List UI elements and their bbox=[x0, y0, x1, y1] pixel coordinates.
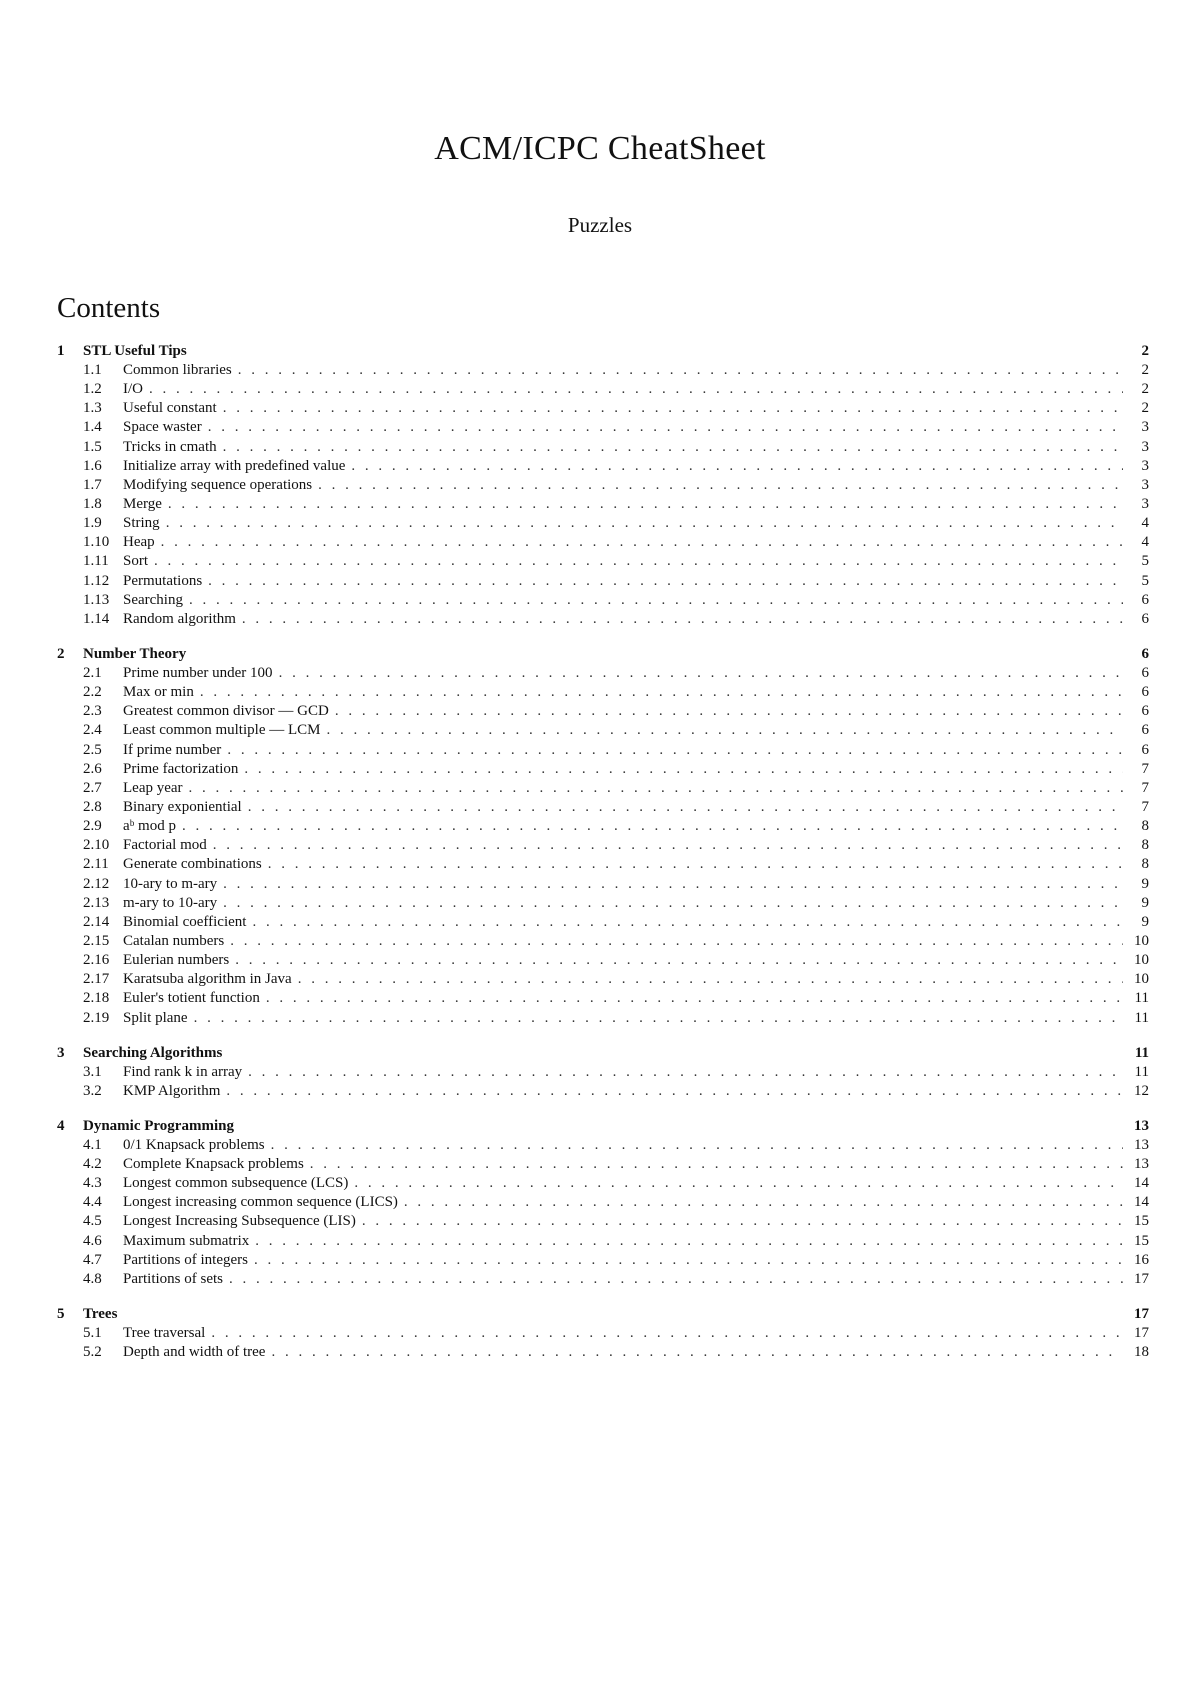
section-title: Searching Algorithms bbox=[83, 1044, 223, 1061]
toc-subsection-entry[interactable] bbox=[57, 1270, 1149, 1289]
dot-leader bbox=[227, 741, 1123, 760]
toc-subsection-entry[interactable] bbox=[57, 1251, 1149, 1270]
subsection-page-number: 2 bbox=[1141, 400, 1149, 417]
subsection-title: Merge bbox=[123, 495, 162, 512]
subsection-number: 2.12 bbox=[83, 875, 110, 892]
section-page-number: 17 bbox=[1134, 1306, 1149, 1323]
subsection-page-number: 6 bbox=[1141, 741, 1149, 758]
subsection-number: 2.17 bbox=[83, 971, 110, 988]
dot-leader bbox=[310, 1155, 1123, 1174]
dot-leader bbox=[298, 970, 1123, 989]
subsection-page-number: 10 bbox=[1134, 952, 1149, 969]
dot-leader bbox=[244, 760, 1123, 779]
subsection-page-number: 6 bbox=[1141, 703, 1149, 720]
toc-subsection-entry[interactable] bbox=[57, 664, 1149, 683]
subsection-number: 4.5 bbox=[83, 1213, 102, 1230]
subsection-title: Searching bbox=[123, 591, 183, 608]
subsection-number: 4.8 bbox=[83, 1270, 102, 1287]
subsection-number: 4.2 bbox=[83, 1156, 102, 1173]
subsection-title: m-ary to 10-ary bbox=[123, 894, 218, 911]
subsection-title: 10-ary to m-ary bbox=[123, 875, 218, 892]
dot-leader bbox=[223, 438, 1123, 457]
subsection-number: 4.3 bbox=[83, 1175, 102, 1192]
subsection-number: 2.1 bbox=[83, 664, 102, 681]
dot-leader bbox=[200, 683, 1123, 702]
subsection-number: 4.6 bbox=[83, 1232, 102, 1249]
dot-leader bbox=[255, 1232, 1123, 1251]
section-page-number: 11 bbox=[1134, 1044, 1149, 1061]
subsection-page-number: 7 bbox=[1141, 779, 1149, 796]
subsection-number: 2.18 bbox=[83, 990, 110, 1007]
subsection-title: String bbox=[123, 515, 160, 532]
subsection-number: 2.6 bbox=[83, 760, 102, 777]
toc-subsection-entry[interactable] bbox=[57, 855, 1149, 874]
toc-subsection-entry[interactable] bbox=[57, 683, 1149, 702]
subsection-number: 2.5 bbox=[83, 741, 102, 758]
subsection-title: Leap year bbox=[123, 779, 183, 796]
subsection-page-number: 13 bbox=[1134, 1136, 1149, 1153]
subsection-number: 1.6 bbox=[83, 457, 102, 474]
toc-subsection-entry[interactable] bbox=[57, 1343, 1149, 1362]
subsection-number: 1.3 bbox=[83, 400, 102, 417]
subsection-page-number: 11 bbox=[1134, 990, 1149, 1007]
dot-leader bbox=[208, 572, 1123, 591]
toc-subsection-entry[interactable] bbox=[57, 1009, 1149, 1028]
subsection-page-number: 8 bbox=[1141, 837, 1149, 854]
subsection-title: Partitions of integers bbox=[123, 1251, 248, 1268]
subsection-title: Binary exponiential bbox=[123, 798, 242, 815]
subsection-page-number: 2 bbox=[1141, 381, 1149, 398]
toc-subsection-entry[interactable] bbox=[57, 989, 1149, 1008]
subsection-page-number: 6 bbox=[1141, 610, 1149, 627]
toc-subsection-entry[interactable] bbox=[57, 913, 1149, 932]
subsection-number: 2.15 bbox=[83, 932, 110, 949]
toc-section bbox=[57, 1044, 1149, 1101]
subsection-page-number: 3 bbox=[1141, 419, 1149, 436]
subsection-page-number: 7 bbox=[1141, 798, 1149, 815]
subsection-page-number: 3 bbox=[1141, 438, 1149, 455]
subsection-title: Permutations bbox=[123, 572, 203, 589]
dot-leader bbox=[229, 1270, 1123, 1289]
section-title: Trees bbox=[83, 1306, 118, 1323]
subsection-page-number: 13 bbox=[1134, 1156, 1149, 1173]
subsection-page-number: 8 bbox=[1141, 856, 1149, 873]
subsection-title: Sort bbox=[123, 553, 149, 570]
subsection-title: Euler's totient function bbox=[123, 990, 260, 1007]
subsection-title: Max or min bbox=[123, 684, 194, 701]
dot-leader bbox=[166, 514, 1123, 533]
subsection-page-number: 4 bbox=[1141, 515, 1149, 532]
subsection-number: 2.2 bbox=[83, 684, 102, 701]
subsection-title: Common libraries bbox=[123, 362, 232, 378]
subsection-number: 1.1 bbox=[83, 362, 102, 378]
subsection-title: Factorial mod bbox=[123, 837, 207, 854]
dot-leader bbox=[242, 610, 1123, 629]
dot-leader bbox=[248, 798, 1123, 817]
section-number: 1 bbox=[57, 343, 65, 359]
subsection-number: 2.4 bbox=[83, 722, 102, 739]
dot-leader bbox=[318, 476, 1123, 495]
toc-subsection-entry[interactable] bbox=[57, 572, 1149, 591]
subsection-number: 5.2 bbox=[83, 1344, 102, 1361]
dot-leader bbox=[223, 399, 1123, 418]
subsection-page-number: 5 bbox=[1141, 553, 1149, 570]
subsection-page-number: 9 bbox=[1141, 875, 1149, 892]
subsection-page-number: 6 bbox=[1141, 664, 1149, 681]
document-author: Puzzles bbox=[567, 213, 633, 237]
subsection-number: 5.1 bbox=[83, 1325, 102, 1342]
toc-subsection-entry[interactable] bbox=[57, 533, 1149, 552]
dot-leader bbox=[252, 913, 1123, 932]
toc-subsection-entry[interactable] bbox=[57, 552, 1149, 571]
toc-subsection-entry[interactable] bbox=[57, 418, 1149, 437]
subsection-number: 1.14 bbox=[83, 610, 110, 627]
dot-leader bbox=[354, 1174, 1123, 1193]
dot-leader bbox=[213, 836, 1123, 855]
subsection-page-number: 9 bbox=[1141, 894, 1149, 911]
subsection-title: Tree traversal bbox=[123, 1325, 206, 1342]
subsection-title: KMP Algorithm bbox=[123, 1082, 221, 1099]
subsection-page-number: 17 bbox=[1134, 1325, 1149, 1342]
section-page-number: 2 bbox=[1141, 343, 1149, 359]
subsection-page-number: 15 bbox=[1134, 1213, 1149, 1230]
toc-subsection-entry[interactable] bbox=[57, 1232, 1149, 1251]
toc-section-entry[interactable] bbox=[57, 1117, 1149, 1136]
dot-leader bbox=[168, 495, 1123, 514]
dot-leader bbox=[248, 1063, 1123, 1082]
dot-leader bbox=[362, 1212, 1123, 1231]
toc-subsection-entry[interactable] bbox=[57, 760, 1149, 779]
subsection-number: 2.13 bbox=[83, 894, 110, 911]
subsection-number: 1.12 bbox=[83, 572, 110, 589]
subsection-page-number: 4 bbox=[1141, 534, 1149, 551]
contents-heading: Contents bbox=[57, 292, 161, 324]
subsection-number: 2.9 bbox=[83, 818, 102, 835]
dot-leader bbox=[211, 1324, 1123, 1343]
dot-leader bbox=[404, 1193, 1123, 1212]
toc-subsection-entry[interactable] bbox=[57, 457, 1149, 476]
subsection-title: Binomial coefficient bbox=[123, 913, 247, 930]
subsection-number: 1.10 bbox=[83, 534, 110, 551]
toc-subsection-entry[interactable] bbox=[57, 438, 1149, 457]
subsection-page-number: 3 bbox=[1141, 476, 1149, 493]
dot-leader bbox=[189, 591, 1123, 610]
subsection-number: 1.8 bbox=[83, 495, 102, 512]
subsection-title: Useful constant bbox=[123, 400, 217, 417]
toc-subsection-entry[interactable] bbox=[57, 610, 1149, 629]
dot-leader bbox=[326, 721, 1123, 740]
subsection-title: Eulerian numbers bbox=[123, 952, 230, 969]
subsection-number: 3.2 bbox=[83, 1082, 102, 1099]
subsection-number: 4.1 bbox=[83, 1136, 102, 1153]
subsection-title: If prime number bbox=[123, 741, 222, 758]
dot-leader bbox=[230, 932, 1123, 951]
toc-section bbox=[57, 1305, 1149, 1362]
toc-subsection-entry[interactable] bbox=[57, 817, 1149, 836]
subsection-title: Split plane bbox=[123, 1009, 188, 1026]
subsection-number: 2.16 bbox=[83, 952, 110, 969]
dot-leader bbox=[271, 1343, 1123, 1362]
dot-leader bbox=[235, 951, 1123, 970]
section-title: Dynamic Programming bbox=[83, 1117, 234, 1134]
subsection-number: 1.7 bbox=[83, 476, 102, 493]
table-of-contents bbox=[57, 342, 1149, 1378]
subsection-page-number: 3 bbox=[1141, 495, 1149, 512]
section-title: Number Theory bbox=[83, 645, 187, 662]
subsection-number: 4.7 bbox=[83, 1251, 102, 1268]
subsection-title: Longest increasing common sequence (LICS) bbox=[123, 1194, 398, 1211]
subsection-number: 2.7 bbox=[83, 779, 102, 796]
subsection-number: 2.3 bbox=[83, 703, 102, 720]
toc-subsection-entry[interactable] bbox=[57, 836, 1149, 855]
dot-leader bbox=[226, 1082, 1123, 1101]
subsection-title: Depth and width of tree bbox=[123, 1344, 266, 1361]
toc-section-entry[interactable] bbox=[57, 645, 1149, 664]
subsection-page-number: 6 bbox=[1141, 722, 1149, 739]
subsection-page-number: 17 bbox=[1134, 1270, 1149, 1287]
dot-leader bbox=[279, 664, 1123, 683]
subsection-title: Partitions of sets bbox=[123, 1270, 223, 1287]
toc-section bbox=[57, 645, 1149, 1028]
subsection-title: Karatsuba algorithm in Java bbox=[123, 971, 292, 988]
subsection-title: Initialize array with predefined value bbox=[123, 457, 346, 474]
subsection-page-number: 2 bbox=[1141, 362, 1149, 378]
subsection-title: Greatest common divisor — GCD bbox=[123, 703, 329, 720]
toc-section-entry[interactable] bbox=[57, 1305, 1149, 1324]
dot-leader bbox=[223, 894, 1123, 913]
section-number: 5 bbox=[57, 1306, 65, 1323]
dot-leader bbox=[268, 855, 1123, 874]
toc-subsection-entry[interactable] bbox=[57, 932, 1149, 951]
dot-leader bbox=[182, 817, 1123, 836]
dot-leader bbox=[238, 361, 1123, 380]
subsection-page-number: 8 bbox=[1141, 818, 1149, 835]
subsection-title: Space waster bbox=[123, 419, 202, 436]
subsection-title: Longest Increasing Subsequence (LIS) bbox=[123, 1213, 356, 1230]
subsection-page-number: 7 bbox=[1141, 760, 1149, 777]
subsection-page-number: 3 bbox=[1141, 457, 1149, 474]
subsection-page-number: 11 bbox=[1134, 1063, 1149, 1080]
subsection-title: Find rank k in array bbox=[123, 1063, 243, 1080]
toc-subsection-entry[interactable] bbox=[57, 798, 1149, 817]
section-number: 4 bbox=[57, 1117, 65, 1134]
subsection-number: 1.11 bbox=[83, 553, 109, 570]
subsection-page-number: 14 bbox=[1134, 1194, 1149, 1211]
subsection-page-number: 9 bbox=[1141, 913, 1149, 930]
toc-subsection-entry[interactable] bbox=[57, 380, 1149, 399]
subsection-title: I/O bbox=[123, 381, 143, 398]
dot-leader bbox=[149, 380, 1123, 399]
subsection-title: Heap bbox=[123, 534, 155, 551]
toc-subsection-entry[interactable] bbox=[57, 476, 1149, 495]
toc-subsection-entry[interactable] bbox=[57, 894, 1149, 913]
dot-leader bbox=[223, 875, 1123, 894]
subsection-page-number: 5 bbox=[1141, 572, 1149, 589]
subsection-page-number: 14 bbox=[1134, 1175, 1149, 1192]
subsection-number: 1.13 bbox=[83, 591, 110, 608]
subsection-title: Maximum submatrix bbox=[123, 1232, 250, 1249]
dot-leader bbox=[351, 457, 1123, 476]
subsection-title: Catalan numbers bbox=[123, 932, 225, 949]
subsection-number: 4.4 bbox=[83, 1194, 102, 1211]
subsection-title: Tricks in cmath bbox=[123, 438, 217, 455]
toc-section-entry[interactable] bbox=[57, 1044, 1149, 1063]
dot-leader bbox=[271, 1136, 1123, 1155]
toc-subsection-entry[interactable] bbox=[57, 1063, 1149, 1082]
subsection-number: 1.4 bbox=[83, 419, 102, 436]
subsection-title: Complete Knapsack problems bbox=[123, 1156, 304, 1173]
section-number: 2 bbox=[57, 645, 65, 662]
toc-subsection-entry[interactable] bbox=[57, 1155, 1149, 1174]
toc-subsection-entry[interactable] bbox=[57, 1082, 1149, 1101]
subsection-number: 2.19 bbox=[83, 1009, 110, 1026]
dot-leader bbox=[335, 702, 1123, 721]
toc-subsection-entry[interactable] bbox=[57, 875, 1149, 894]
dot-leader bbox=[154, 552, 1123, 571]
toc-subsection-entry[interactable] bbox=[57, 591, 1149, 610]
dot-leader bbox=[266, 989, 1123, 1008]
subsection-number: 1.5 bbox=[83, 438, 102, 455]
toc-subsection-entry[interactable] bbox=[57, 721, 1149, 740]
toc-subsection-entry[interactable] bbox=[57, 399, 1149, 418]
dot-leader bbox=[161, 533, 1123, 552]
toc-subsection-entry[interactable] bbox=[57, 1212, 1149, 1231]
subsection-title: Random algorithm bbox=[123, 610, 236, 627]
subsection-number: 2.10 bbox=[83, 837, 110, 854]
section-page-number: 6 bbox=[1141, 645, 1149, 662]
subsection-number: 2.14 bbox=[83, 913, 110, 930]
toc-subsection-entry[interactable] bbox=[57, 702, 1149, 721]
toc-subsection-entry[interactable] bbox=[57, 970, 1149, 989]
toc-subsection-entry[interactable] bbox=[57, 1136, 1149, 1155]
toc-subsection-entry[interactable] bbox=[57, 951, 1149, 970]
section-number: 3 bbox=[57, 1044, 65, 1061]
toc-section-entry[interactable] bbox=[57, 342, 1149, 361]
subsection-title: Prime number under 100 bbox=[123, 664, 273, 681]
toc-subsection-entry[interactable] bbox=[57, 1324, 1149, 1343]
toc-subsection-entry[interactable] bbox=[57, 361, 1149, 380]
subsection-title: Generate combinations bbox=[123, 856, 262, 873]
subsection-page-number: 6 bbox=[1141, 591, 1149, 608]
dot-leader bbox=[208, 418, 1123, 437]
subsection-title: Least common multiple — LCM bbox=[123, 722, 321, 739]
dot-leader bbox=[189, 779, 1123, 798]
document-title: ACM/ICPC CheatSheet bbox=[434, 130, 766, 167]
subsection-title: aᵇ mod p bbox=[123, 818, 176, 835]
subsection-number: 1.9 bbox=[83, 515, 102, 532]
toc-section bbox=[57, 342, 1149, 629]
subsection-page-number: 18 bbox=[1134, 1344, 1149, 1361]
subsection-number: 1.2 bbox=[83, 381, 102, 398]
subsection-page-number: 10 bbox=[1134, 932, 1149, 949]
subsection-page-number: 16 bbox=[1134, 1251, 1149, 1268]
toc-section bbox=[57, 1117, 1149, 1289]
subsection-number: 3.1 bbox=[83, 1063, 102, 1080]
subsection-page-number: 6 bbox=[1141, 684, 1149, 701]
section-title: STL Useful Tips bbox=[83, 343, 187, 359]
toc-subsection-entry[interactable] bbox=[57, 779, 1149, 798]
toc-subsection-entry[interactable] bbox=[57, 514, 1149, 533]
toc-subsection-entry[interactable] bbox=[57, 1174, 1149, 1193]
subsection-page-number: 12 bbox=[1134, 1082, 1149, 1099]
subsection-title: Modifying sequence operations bbox=[123, 476, 313, 493]
toc-subsection-entry[interactable] bbox=[57, 741, 1149, 760]
dot-leader bbox=[254, 1251, 1123, 1270]
dot-leader bbox=[194, 1009, 1123, 1028]
subsection-page-number: 10 bbox=[1134, 971, 1149, 988]
toc-subsection-entry[interactable] bbox=[57, 495, 1149, 514]
subsection-number: 2.11 bbox=[83, 856, 109, 873]
subsection-title: Longest common subsequence (LCS) bbox=[123, 1175, 349, 1192]
section-page-number: 13 bbox=[1134, 1117, 1149, 1134]
subsection-title: 0/1 Knapsack problems bbox=[123, 1136, 265, 1153]
subsection-page-number: 11 bbox=[1134, 1009, 1149, 1026]
subsection-title: Prime factorization bbox=[123, 760, 239, 777]
toc-subsection-entry[interactable] bbox=[57, 1193, 1149, 1212]
subsection-number: 2.8 bbox=[83, 798, 102, 815]
subsection-page-number: 15 bbox=[1134, 1232, 1149, 1249]
